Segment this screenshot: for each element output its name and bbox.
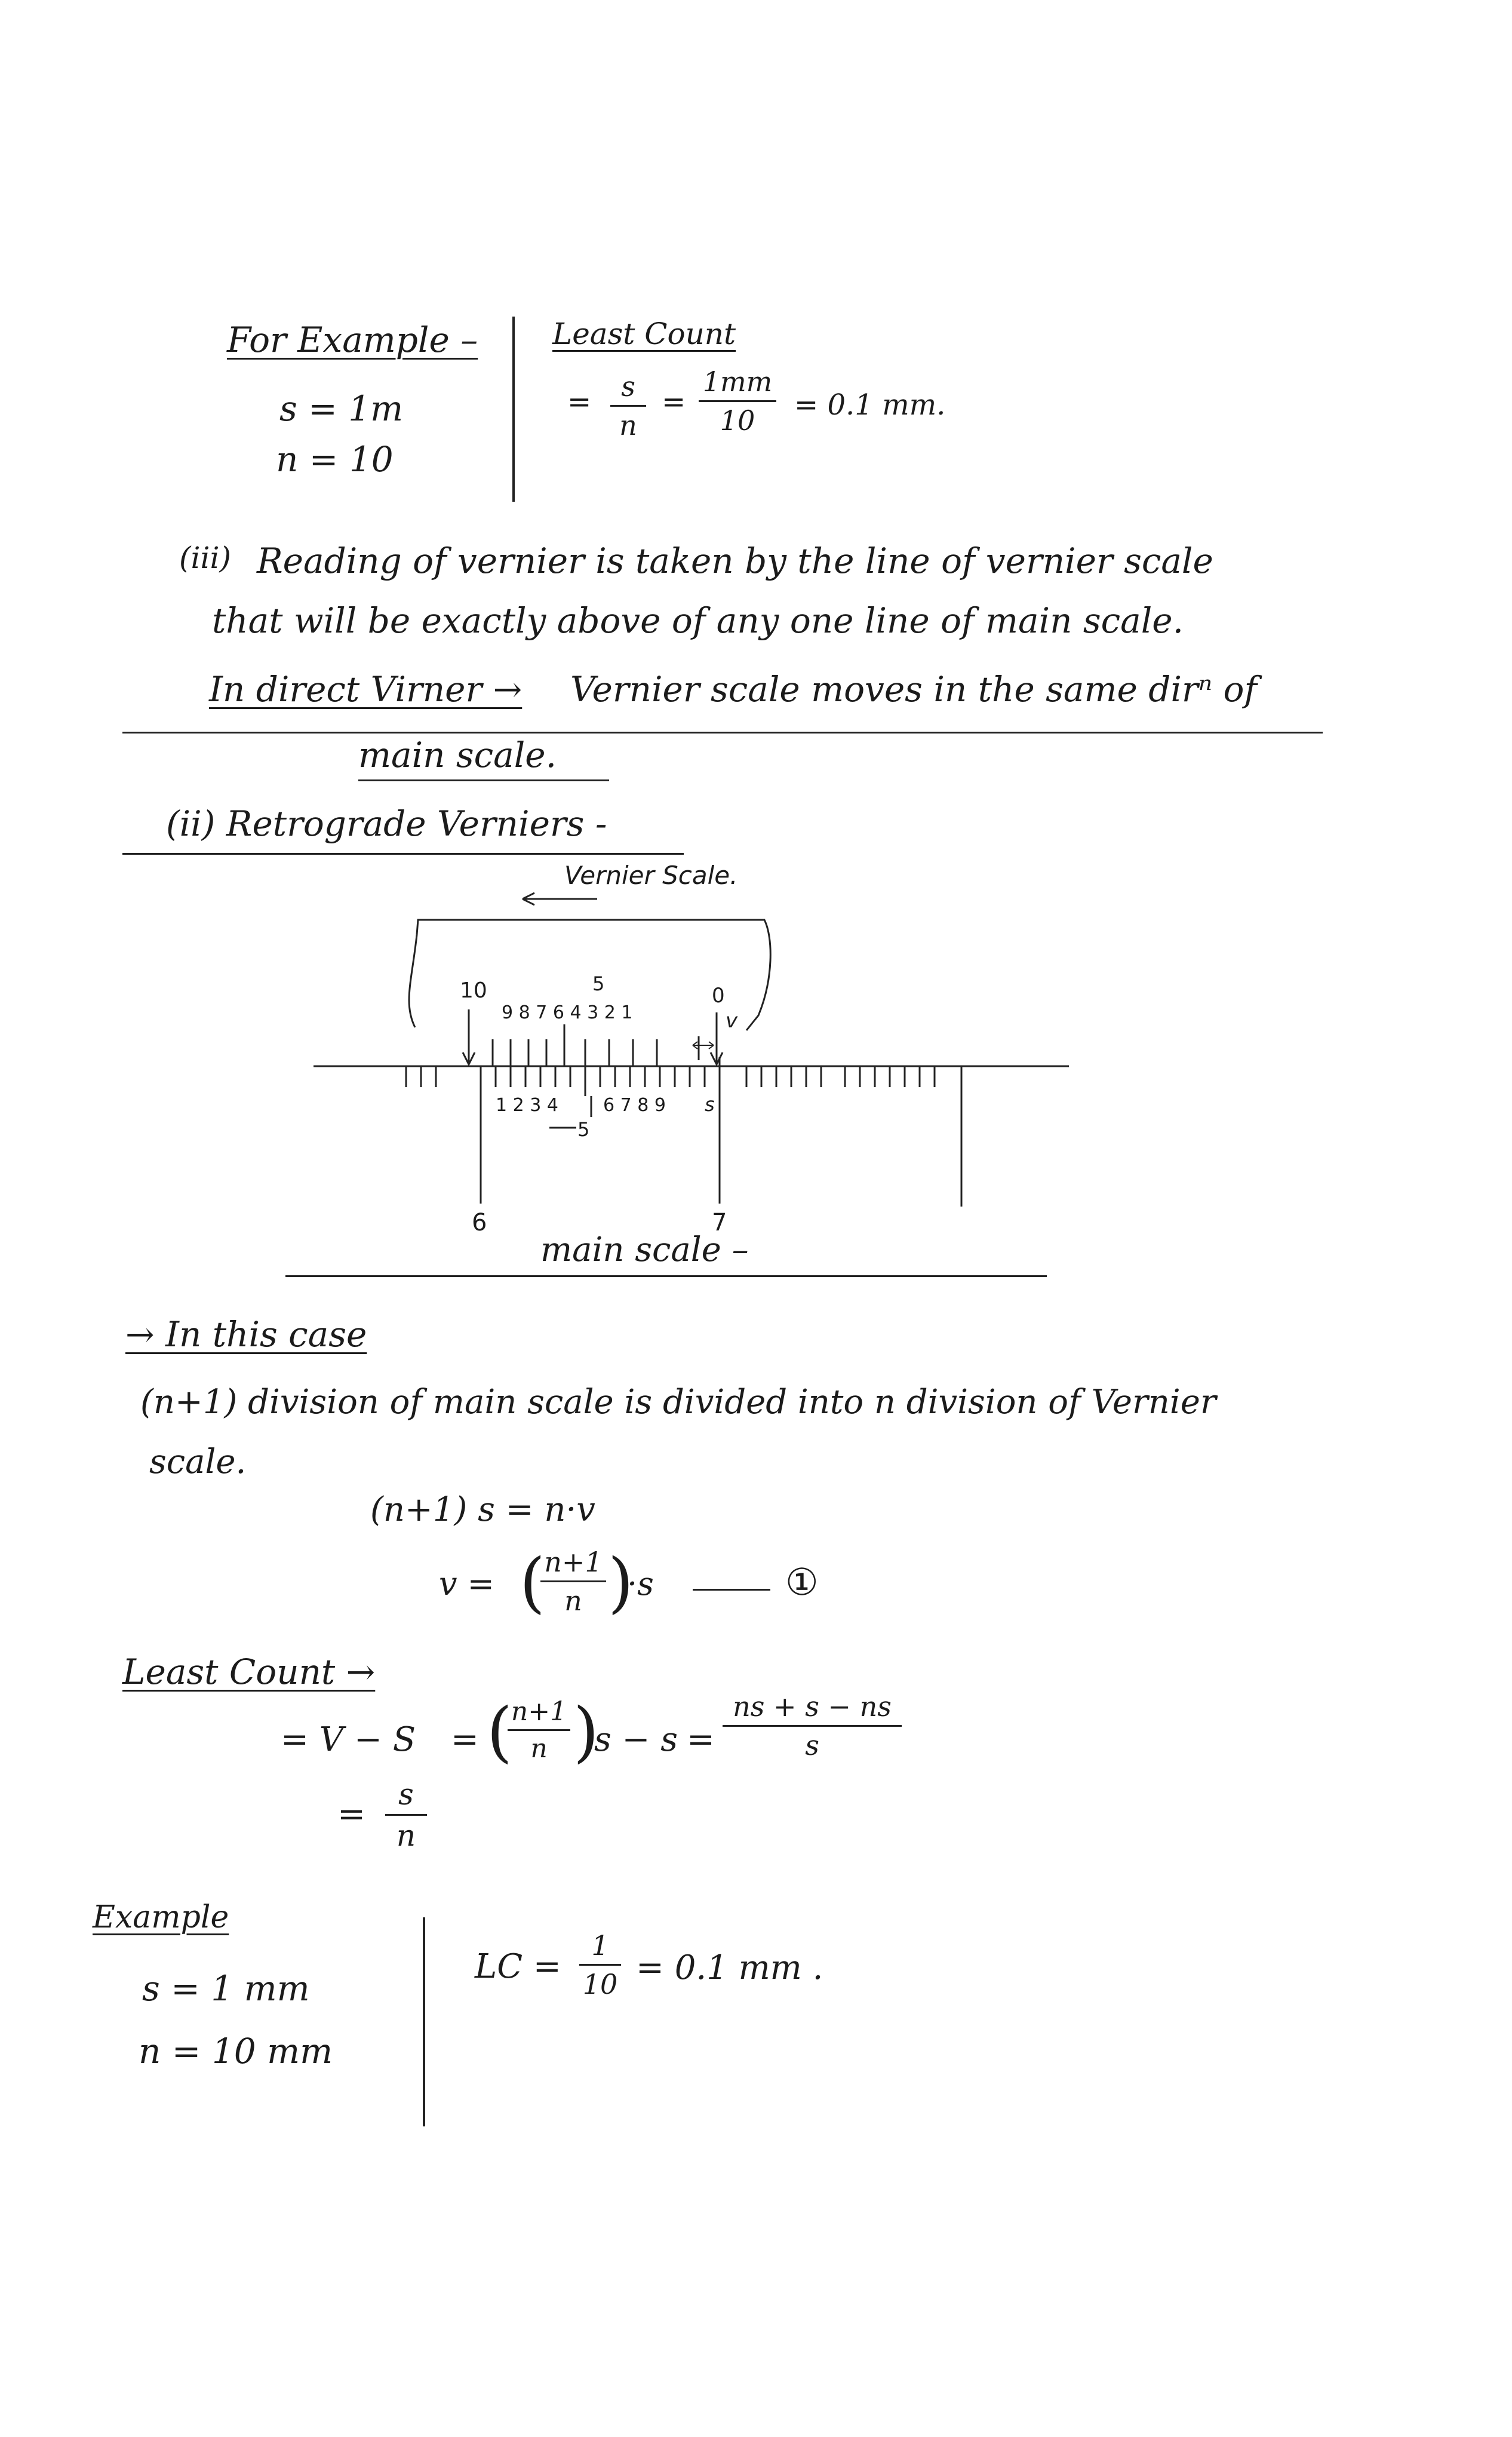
vernier-label-5: 5: [592, 972, 605, 995]
s-mark: s: [705, 1093, 715, 1116]
retrograde-vernier-diagram: [287, 860, 1081, 1278]
bottom-lc-fraction: [579, 1929, 621, 2000]
lc-step1-den2: s: [805, 1729, 819, 1761]
main-scale-ticks: [406, 1066, 935, 1096]
retrograde-heading: (ii) Retrograde Verniers -: [166, 803, 607, 844]
main-scale-label-underline: [285, 1275, 1047, 1277]
lc-step1-fraction2: [723, 1690, 902, 1761]
case-line1: (n+1) division of main scale is divided into n division of Vernier: [140, 1383, 1216, 1422]
bottom-example-n: n = 10 mm: [139, 2031, 333, 2071]
lc-paren-open: (: [487, 1693, 512, 1770]
vernier-label-0: 0: [712, 984, 725, 1008]
example-divider: [512, 317, 515, 502]
lc-frac-num: s: [621, 370, 635, 403]
example-n-value: n = 10: [276, 439, 394, 480]
double-arrow-icon: [693, 1042, 714, 1049]
case-eq2-fraction: [540, 1546, 606, 1617]
case-line2: scale.: [149, 1442, 247, 1481]
lc-step2-fraction: [385, 1777, 427, 1853]
lc-frac-den: n: [619, 409, 637, 441]
vernier-scale-label: Vernier Scale.: [564, 861, 738, 890]
lc-step2-eq: =: [337, 1795, 365, 1834]
bottom-lc-result: = 0.1 mm .: [636, 1948, 823, 1987]
lc-frac2-num: 1mm: [702, 366, 773, 398]
direct-vernier-line2: main scale.: [358, 735, 557, 775]
lc-fraction-s-over-n: [610, 370, 646, 441]
bottom-example-divider: [423, 1917, 425, 2126]
paren-close: ): [608, 1544, 634, 1620]
main-label-7: 7: [712, 1209, 727, 1236]
lc-frac2-den: 10: [720, 404, 755, 437]
point-iii-line2: that will be exactly above of any one line of main scale.: [212, 600, 1184, 641]
vernier-ticks: [493, 1024, 657, 1066]
retrograde-underline: [122, 853, 684, 855]
lc-step1-b: =: [451, 1720, 479, 1759]
lc-step1-c: s − s: [594, 1720, 678, 1759]
lc-step1-d: =: [687, 1720, 715, 1759]
main-label-6: 6: [472, 1209, 487, 1236]
lc-step1-num2: ns + s − ns: [733, 1690, 892, 1723]
bottom-lc-num: 1: [591, 1929, 609, 1962]
vernier-small-numbers: 9 8 7 6 4 3 2 1: [502, 1002, 633, 1023]
point-iii-line1: Reading of vernier is taken by the line of vernier scale: [257, 541, 1213, 581]
lc-equals-1: =: [567, 385, 592, 419]
lc-step1-num: n+1: [511, 1696, 567, 1727]
bottom-lc-den: 10: [582, 1968, 618, 2000]
main-small-numbers-a: 1 2 3 4: [496, 1095, 558, 1116]
least-count-derivation-heading: Least Count →: [122, 1652, 376, 1692]
example-heading: For Example –: [227, 320, 478, 360]
bottom-example-heading: Example: [93, 1899, 229, 1935]
main-small-numbers-b: 6 7 8 9: [603, 1095, 666, 1116]
case-heading: → In this case: [125, 1314, 367, 1355]
lc-step2-num: s: [398, 1777, 414, 1812]
lc-fraction-1mm-over-10: [699, 366, 776, 437]
lc-step1-a: = V − S: [281, 1720, 416, 1759]
lc-paren-close: ): [573, 1693, 599, 1770]
least-count-heading: Least Count: [552, 317, 736, 351]
case-eq1: (n+1) s = n·v: [370, 1490, 595, 1529]
case-eq2-den: n: [564, 1585, 582, 1617]
case-eq2-right: ·s: [627, 1565, 654, 1603]
point-iii-marker: (iii): [179, 541, 231, 575]
lc-step2-den: n: [396, 1818, 416, 1853]
lc-equals-2: =: [662, 385, 686, 419]
example-s-value: s = 1m: [279, 388, 404, 429]
paren-open: (: [520, 1544, 545, 1620]
direct-vernier-label: In direct Virner →: [209, 669, 523, 710]
vernier-label-10: 10: [460, 978, 487, 1003]
bottom-lc-label: LC =: [475, 1947, 561, 1986]
lc-step1-den: n: [530, 1733, 548, 1764]
bottom-example-s: s = 1 mm: [142, 1968, 310, 2009]
main-scale-underline: [358, 779, 609, 781]
main-scale-label: main scale –: [540, 1230, 749, 1269]
main-five-label: 5: [577, 1118, 590, 1141]
case-eq2-left: v =: [439, 1565, 494, 1603]
direct-vernier-text: Vernier scale moves in the same dirⁿ of: [570, 669, 1257, 710]
lc-step1-fraction: [508, 1696, 570, 1764]
lc-result: = 0.1 mm.: [794, 388, 946, 422]
case-eq2-num: n+1: [544, 1546, 603, 1578]
equation-dash: [693, 1589, 770, 1591]
separator-line: [122, 732, 1323, 733]
equation-tag-1: ①: [785, 1560, 819, 1604]
v-mark: v: [726, 1009, 738, 1033]
